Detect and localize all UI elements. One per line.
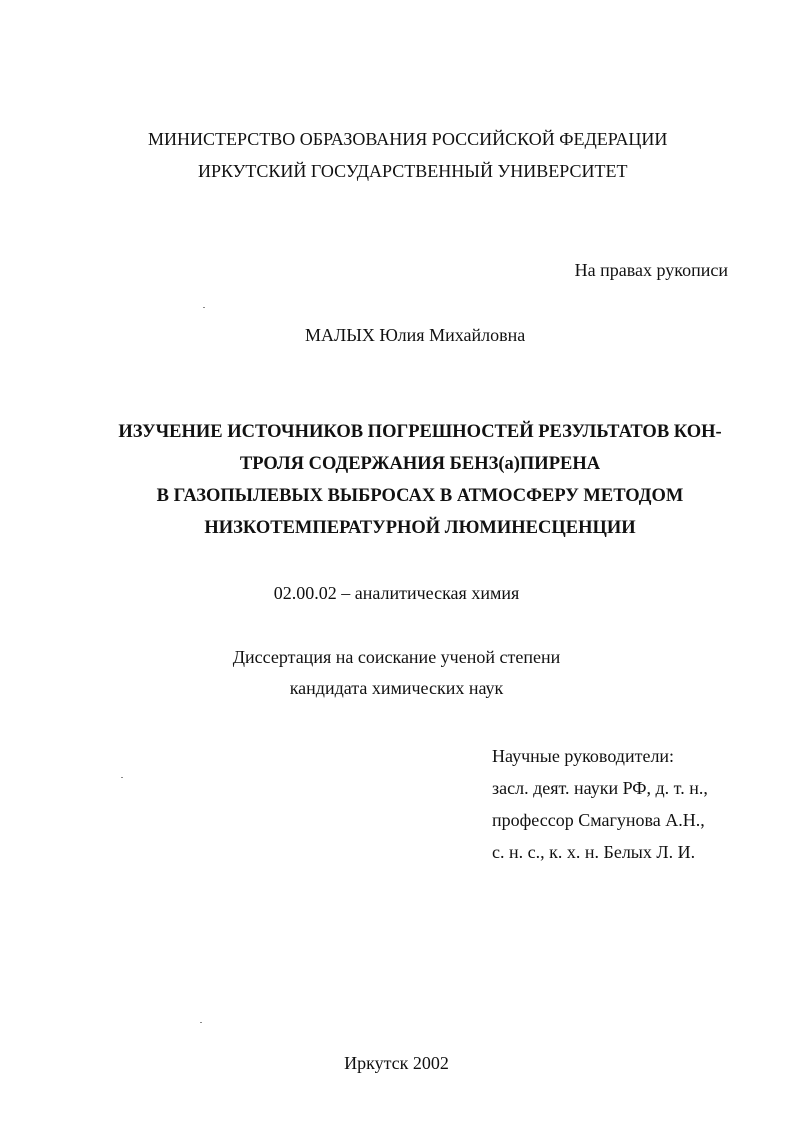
degree-line-2: кандидата химических наук bbox=[289, 678, 504, 698]
author-name: МАЛЫХ Юлия Михайловна bbox=[305, 325, 526, 345]
specialty-code: 02.00.02 – аналитическая химия bbox=[273, 583, 520, 603]
supervisor-line: с. н. с., к. х. н. Белых Л. И. bbox=[492, 842, 696, 862]
scan-speck bbox=[121, 777, 123, 778]
university-header: ИРКУТСКИЙ ГОСУДАРСТВЕННЫЙ УНИВЕРСИТЕТ bbox=[198, 161, 628, 181]
supervisors-heading: Научные руководители: bbox=[492, 746, 675, 766]
supervisor-line: профессор Смагунова А.Н., bbox=[492, 810, 705, 830]
title-line: НИЗКОТЕМПЕРАТУРНОЙ ЛЮМИНЕСЦЕНЦИИ bbox=[204, 518, 636, 538]
supervisors-block bbox=[492, 740, 708, 868]
title-line: В ГАЗОПЫЛЕВЫХ ВЫБРОСАХ В АТМОСФЕРУ МЕТОДОМ bbox=[156, 486, 684, 506]
supervisor-line: засл. деят. науки РФ, д. т. н., bbox=[492, 778, 708, 798]
dissertation-title bbox=[90, 416, 750, 544]
scan-speck bbox=[200, 1022, 202, 1023]
rights-note: На правах рукописи bbox=[574, 260, 728, 280]
city-year: Иркутск 2002 bbox=[344, 1053, 449, 1073]
ministry-header: МИНИСТЕРСТВО ОБРАЗОВАНИЯ РОССИЙСКОЙ ФЕДЕРАЦИИ bbox=[148, 129, 668, 149]
title-line: ТРОЛЯ СОДЕРЖАНИЯ БЕНЗ(а)ПИРЕНА bbox=[239, 454, 601, 474]
degree-line-1: Диссертация на соискание ученой степени bbox=[232, 647, 561, 667]
title-line: ИЗУЧЕНИЕ ИСТОЧНИКОВ ПОГРЕШНОСТЕЙ РЕЗУЛЬТАТОВ КОН- bbox=[118, 422, 722, 442]
scan-speck bbox=[203, 307, 205, 308]
